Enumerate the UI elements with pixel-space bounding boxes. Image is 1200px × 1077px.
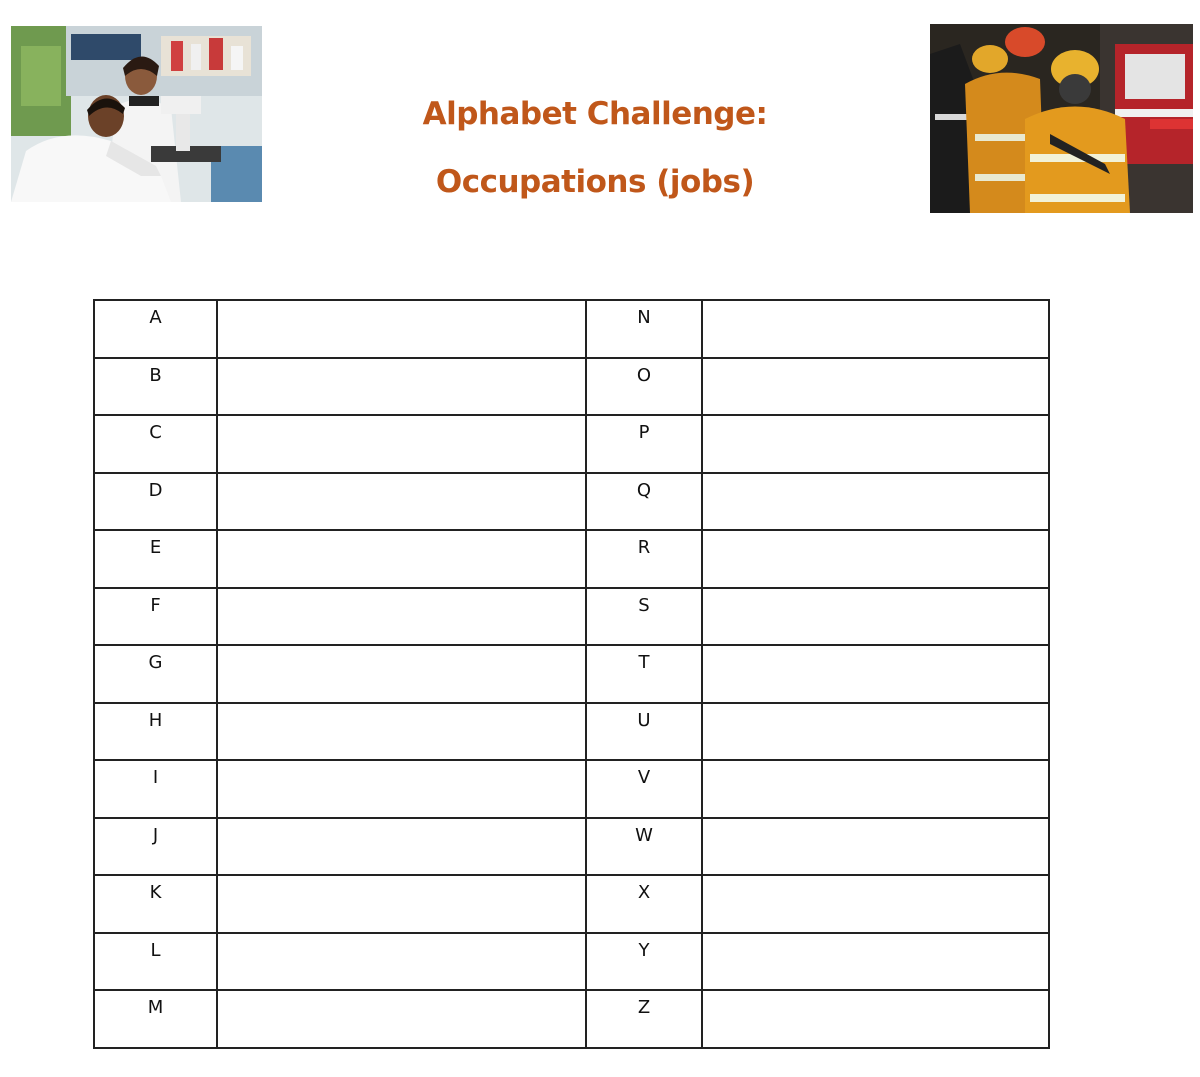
answer-cell[interactable] bbox=[702, 588, 1049, 646]
letter-cell: L bbox=[94, 933, 217, 991]
letter-cell: E bbox=[94, 530, 217, 588]
letter-cell: G bbox=[94, 645, 217, 703]
table-row bbox=[94, 933, 1049, 991]
letter-cell: H bbox=[94, 703, 217, 761]
letter-cell: Z bbox=[586, 990, 702, 1048]
table-row bbox=[94, 703, 1049, 761]
answer-cell[interactable] bbox=[702, 933, 1049, 991]
letter-cell: S bbox=[586, 588, 702, 646]
worksheet-title: Alphabet Challenge: bbox=[422, 96, 768, 132]
answer-cell[interactable] bbox=[702, 990, 1049, 1048]
table-row bbox=[94, 415, 1049, 473]
table-row bbox=[94, 990, 1049, 1048]
letter-cell: F bbox=[94, 588, 217, 646]
answer-cell[interactable] bbox=[217, 760, 586, 818]
answer-cell[interactable] bbox=[217, 300, 586, 358]
answer-cell[interactable] bbox=[217, 875, 586, 933]
answer-cell[interactable] bbox=[702, 818, 1049, 876]
letter-cell: Y bbox=[586, 933, 702, 991]
answer-cell[interactable] bbox=[217, 703, 586, 761]
letter-cell: O bbox=[586, 358, 702, 416]
answer-cell[interactable] bbox=[702, 530, 1049, 588]
letter-cell: W bbox=[586, 818, 702, 876]
letter-cell: B bbox=[94, 358, 217, 416]
answer-cell[interactable] bbox=[702, 703, 1049, 761]
answer-cell[interactable] bbox=[217, 358, 586, 416]
answer-cell[interactable] bbox=[702, 415, 1049, 473]
answer-cell[interactable] bbox=[702, 473, 1049, 531]
letter-cell: T bbox=[586, 645, 702, 703]
answer-cell[interactable] bbox=[217, 530, 586, 588]
answer-cell[interactable] bbox=[217, 588, 586, 646]
letter-cell: M bbox=[94, 990, 217, 1048]
worksheet-subtitle: Occupations (jobs) bbox=[435, 164, 755, 200]
table-row bbox=[94, 358, 1049, 416]
table-row bbox=[94, 588, 1049, 646]
answer-cell[interactable] bbox=[217, 933, 586, 991]
table-row bbox=[94, 530, 1049, 588]
answer-cell[interactable] bbox=[217, 818, 586, 876]
answer-cell[interactable] bbox=[217, 990, 586, 1048]
answer-cell[interactable] bbox=[217, 645, 586, 703]
alphabet-table bbox=[93, 299, 1050, 1049]
letter-cell: K bbox=[94, 875, 217, 933]
letter-cell: R bbox=[586, 530, 702, 588]
answer-cell[interactable] bbox=[702, 300, 1049, 358]
answer-cell[interactable] bbox=[702, 760, 1049, 818]
table-row bbox=[94, 473, 1049, 531]
letter-cell: V bbox=[586, 760, 702, 818]
letter-cell: X bbox=[586, 875, 702, 933]
letter-cell: Q bbox=[586, 473, 702, 531]
letter-cell: I bbox=[94, 760, 217, 818]
letter-cell: U bbox=[586, 703, 702, 761]
table-row bbox=[94, 875, 1049, 933]
answer-cell[interactable] bbox=[702, 645, 1049, 703]
letter-cell: D bbox=[94, 473, 217, 531]
letter-cell: C bbox=[94, 415, 217, 473]
table-row bbox=[94, 645, 1049, 703]
letter-cell: J bbox=[94, 818, 217, 876]
answer-cell[interactable] bbox=[217, 473, 586, 531]
letter-cell: N bbox=[586, 300, 702, 358]
letter-cell: P bbox=[586, 415, 702, 473]
table-row bbox=[94, 760, 1049, 818]
answer-cell[interactable] bbox=[217, 415, 586, 473]
answer-cell[interactable] bbox=[702, 875, 1049, 933]
letter-cell: A bbox=[94, 300, 217, 358]
table-row bbox=[94, 300, 1049, 358]
answer-cell[interactable] bbox=[702, 358, 1049, 416]
table-row bbox=[94, 818, 1049, 876]
